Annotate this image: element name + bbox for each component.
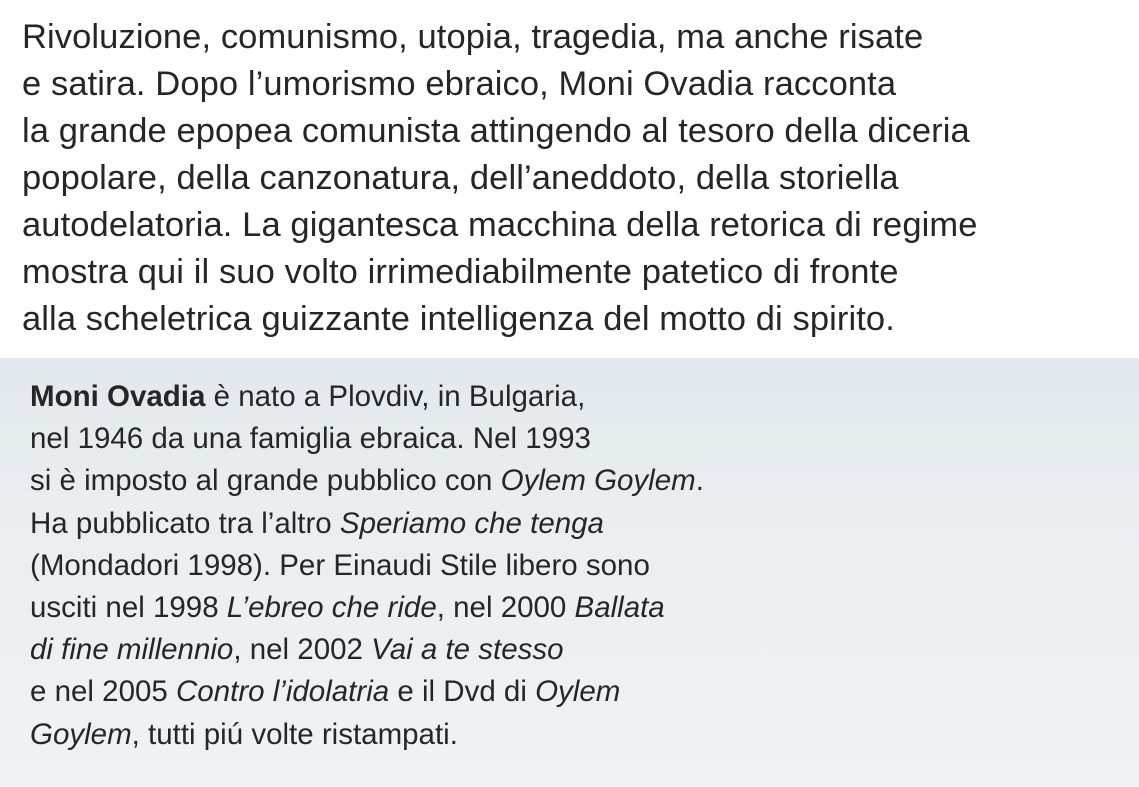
author-name: Moni Ovadia: [30, 380, 206, 413]
synopsis-text: [22, 14, 1132, 343]
book-title: Oylem Goylem: [500, 464, 696, 498]
book-title: Goylem: [30, 717, 132, 751]
book-title: Speriamo che tenga: [339, 506, 604, 540]
synopsis-line-1: Rivoluzione, comunismo, utopia, tragedia, ma anche risate: [22, 18, 924, 56]
bio-text-segment: Ha pubblicato tra l’altro: [30, 506, 340, 540]
bio-text-segment: è nato a Plovdiv, in Bulgaria,: [205, 380, 586, 413]
bio-text-segment: , nel 2000: [436, 591, 575, 625]
bio-text-segment: , nel 2002: [233, 633, 372, 667]
book-title: di fine millennio: [30, 633, 234, 667]
bio-line-6: [30, 587, 1030, 629]
bio-text-segment: e nel 2005: [30, 675, 176, 709]
bio-line-3: [30, 460, 1030, 502]
bio-line-4: [30, 503, 1030, 545]
book-title: Vai a te stesso: [371, 633, 564, 667]
synopsis-line-7: alla scheletrica guizzante intelligenza del motto di spirito.: [22, 300, 895, 338]
bio-line-8: [30, 671, 1030, 713]
synopsis-line-4: popolare, della canzonatura, dell’aneddoto, della storiella: [22, 159, 899, 197]
book-title: L’ebreo che ride: [226, 591, 437, 625]
bio-text-segment: , tutti piú volte ristampati.: [131, 717, 458, 751]
book-title: Ballata: [574, 591, 665, 625]
bio-text-segment: si è imposto al grande pubblico con: [30, 464, 501, 498]
bio-line-1: [30, 376, 1030, 418]
synopsis-line-2: e satira. Dopo l’umorismo ebraico, Moni Ovadia racconta: [22, 65, 897, 103]
bio-text-segment: .: [695, 464, 704, 498]
synopsis-line-3: la grande epopea comunista attingendo al tesoro della diceria: [22, 112, 970, 150]
bio-text-segment: usciti nel 1998: [30, 591, 227, 625]
bio-line-2: nel 1946 da una famiglia ebraica. Nel 1993: [30, 422, 591, 456]
book-title: Oylem: [535, 675, 621, 709]
bio-text-segment: e il Dvd di: [389, 675, 536, 709]
author-bio-text: [30, 376, 1030, 756]
bio-line-5: (Mondadori 1998). Per Einaudi Stile libero sono: [30, 548, 650, 582]
synopsis-line-5: autodelatoria. La gigantesca macchina della retorica di regime: [22, 206, 978, 244]
bio-line-9: [30, 714, 1030, 756]
synopsis-section: [0, 0, 1139, 358]
book-title: Contro l’idolatria: [176, 675, 390, 709]
synopsis-line-6: mostra qui il suo volto irrimediabilmente patetico di fronte: [22, 253, 899, 291]
author-bio-section: [0, 358, 1139, 787]
bio-line-7: [30, 629, 1030, 671]
